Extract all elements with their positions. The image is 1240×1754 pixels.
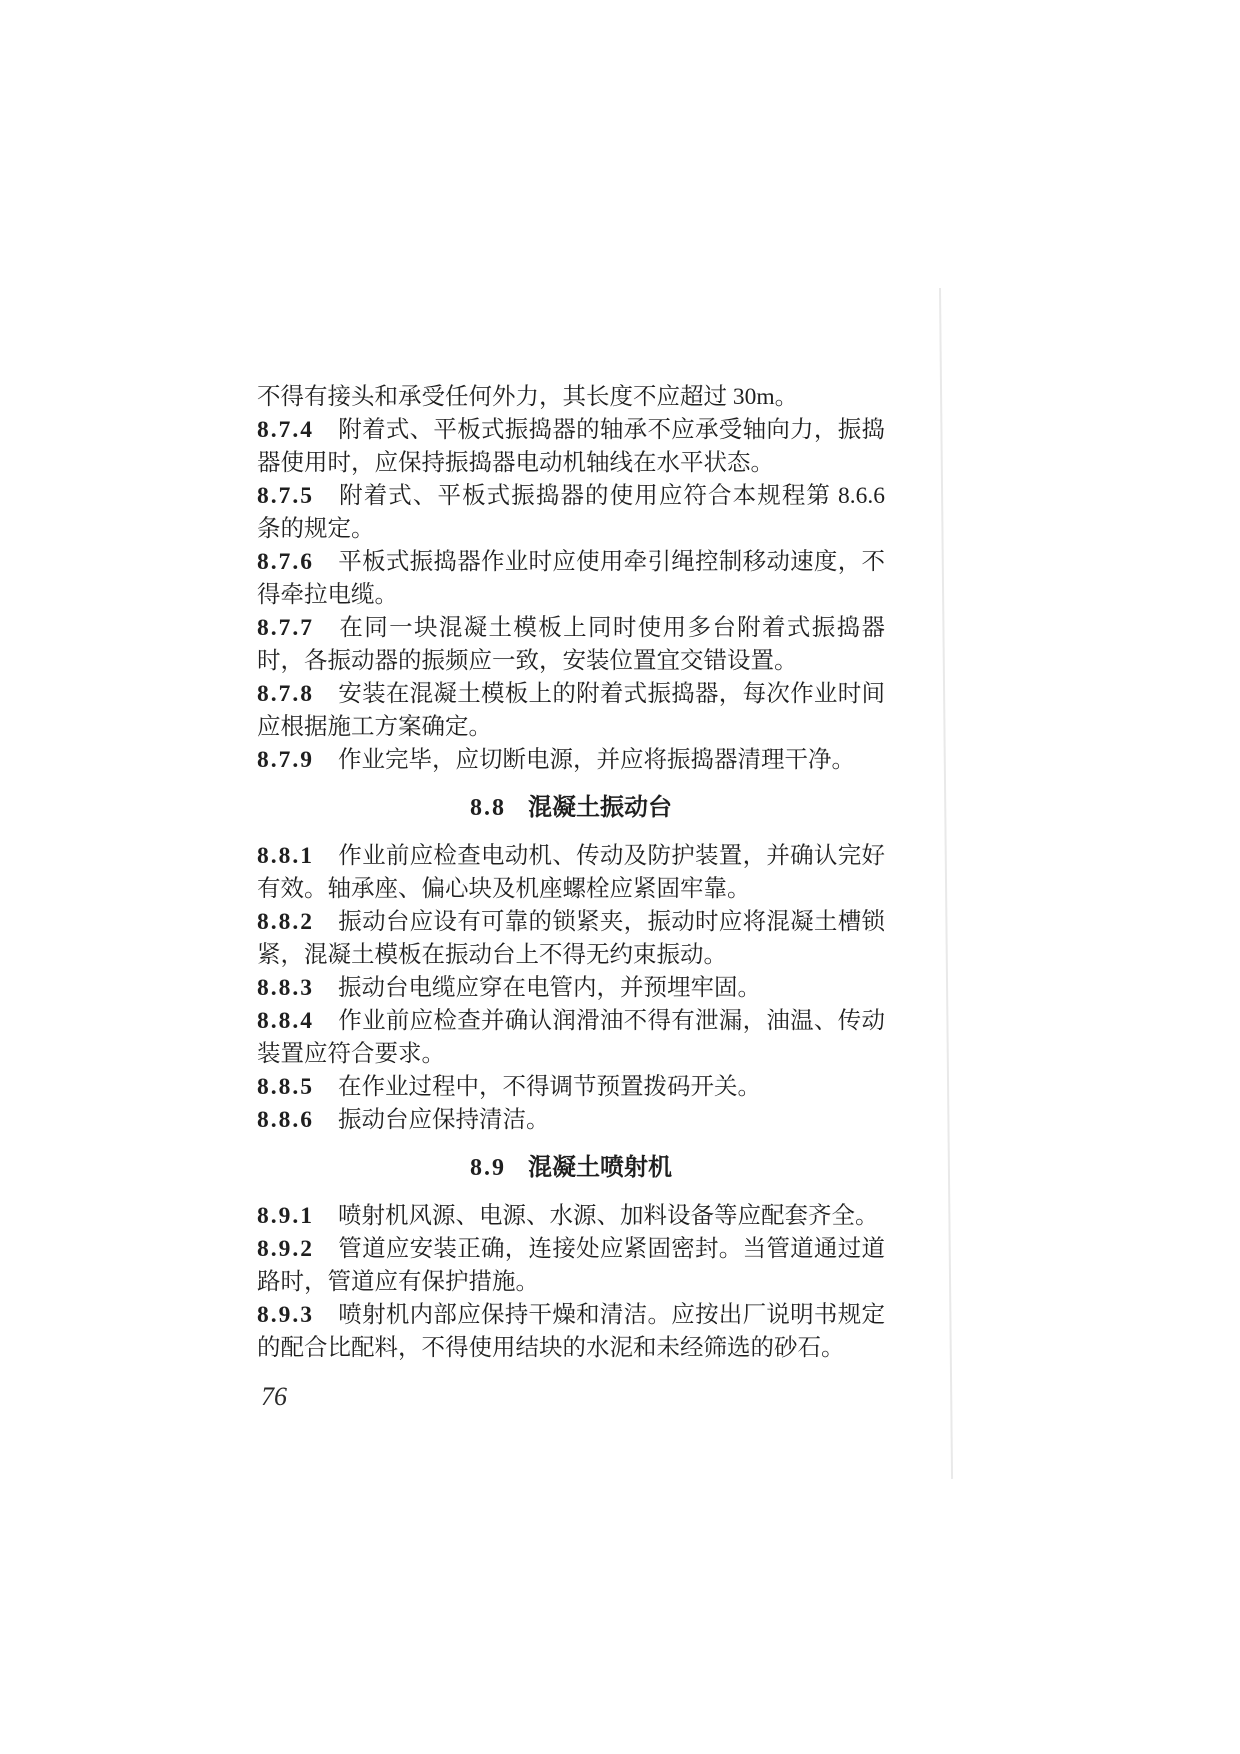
clause-text: 振动台电缆应穿在电管内，并预埋牢固。 [338, 975, 761, 1001]
clause-paragraph [257, 1299, 885, 1365]
clause-paragraph [257, 480, 885, 546]
clause-number: 8.7.8 [257, 681, 314, 707]
clause-number: 8.7.9 [257, 747, 314, 773]
clause-number: 8.8.2 [257, 909, 314, 935]
section-heading [257, 1152, 885, 1185]
clause-number: 8.8.4 [257, 1008, 314, 1034]
clause-number: 8.8.6 [257, 1107, 314, 1133]
clause-number: 8.9.3 [257, 1302, 314, 1328]
continuation-paragraph: 不得有接头和承受任何外力，其长度不应超过 30m。 [257, 384, 799, 410]
clause-text: 喷射机风源、电源、水源、加料设备等应配套齐全。 [338, 1203, 879, 1229]
clause-paragraph [257, 744, 885, 777]
scan-artifact-line [939, 288, 953, 1479]
clause-text: 作业前应检查并确认润滑油不得有泄漏，油温、传动装置应符合要求。 [257, 1008, 885, 1067]
clause-paragraph [257, 612, 885, 678]
clause-paragraph [257, 546, 885, 612]
clause-text: 安装在混凝土模板上的附着式振捣器，每次作业时间应根据施工方案确定。 [257, 681, 885, 740]
clause-number: 8.7.6 [257, 549, 314, 575]
section-number: 8.8 [470, 795, 506, 821]
clause-paragraph [257, 1104, 885, 1137]
clause-text: 喷射机内部应保持干燥和清洁。应按出厂说明书规定的配合比配料，不得使用结块的水泥和未经筛选的砂石。 [257, 1302, 885, 1361]
clause-paragraph [257, 678, 885, 744]
clause-text: 附着式、平板式振捣器的轴承不应承受轴向力，振捣器使用时，应保持振捣器电动机轴线在水平状态。 [257, 417, 885, 476]
page-number: 76 [261, 1382, 287, 1411]
clause-text: 平板式振捣器作业时应使用牵引绳控制移动速度，不得牵拉电缆。 [257, 549, 885, 608]
clause-paragraph [257, 1071, 885, 1104]
clause-text: 在作业过程中，不得调节预置拨码开关。 [338, 1074, 761, 1100]
clause-paragraph [257, 1005, 885, 1071]
clause-paragraph [257, 972, 885, 1005]
clause-text: 附着式、平板式振捣器的使用应符合本规程第 8.6.6 条的规定。 [257, 483, 885, 542]
clause-paragraph [257, 906, 885, 972]
clause-paragraph [257, 1200, 885, 1233]
clause-number: 8.9.2 [257, 1236, 314, 1262]
document-body [257, 381, 885, 1365]
clause-text: 管道应安装正确，连接处应紧固密封。当管道通过道路时，管道应有保护措施。 [257, 1236, 885, 1295]
clause-text: 在同一块混凝土模板上同时使用多台附着式振捣器时，各振动器的振频应一致，安装位置宜交错设置。 [257, 615, 885, 674]
clause-number: 8.8.1 [257, 843, 314, 869]
section-title: 混凝土振动台 [528, 795, 672, 821]
clause-number: 8.8.3 [257, 975, 314, 1001]
clause-text: 振动台应设有可靠的锁紧夹，振动时应将混凝土槽锁紧，混凝土模板在振动台上不得无约束振动。 [257, 909, 885, 968]
clause-text: 作业完毕，应切断电源，并应将振捣器清理干净。 [338, 747, 855, 773]
clause-text: 作业前应检查电动机、传动及防护装置，并确认完好有效。轴承座、偏心块及机座螺栓应紧固牢靠。 [257, 843, 885, 902]
clause-paragraph [257, 1233, 885, 1299]
clause-paragraph [257, 840, 885, 906]
clause-blocks [257, 414, 885, 1365]
clause-number: 8.8.5 [257, 1074, 314, 1100]
section-heading [257, 792, 885, 825]
clause-number: 8.9.1 [257, 1203, 314, 1229]
clause-text: 振动台应保持清洁。 [338, 1107, 550, 1133]
clause-number: 8.7.4 [257, 417, 314, 443]
clause-paragraph [257, 414, 885, 480]
section-title: 混凝土喷射机 [528, 1155, 672, 1181]
section-number: 8.9 [470, 1155, 506, 1181]
clause-number: 8.7.7 [257, 615, 314, 641]
clause-number: 8.7.5 [257, 483, 314, 509]
